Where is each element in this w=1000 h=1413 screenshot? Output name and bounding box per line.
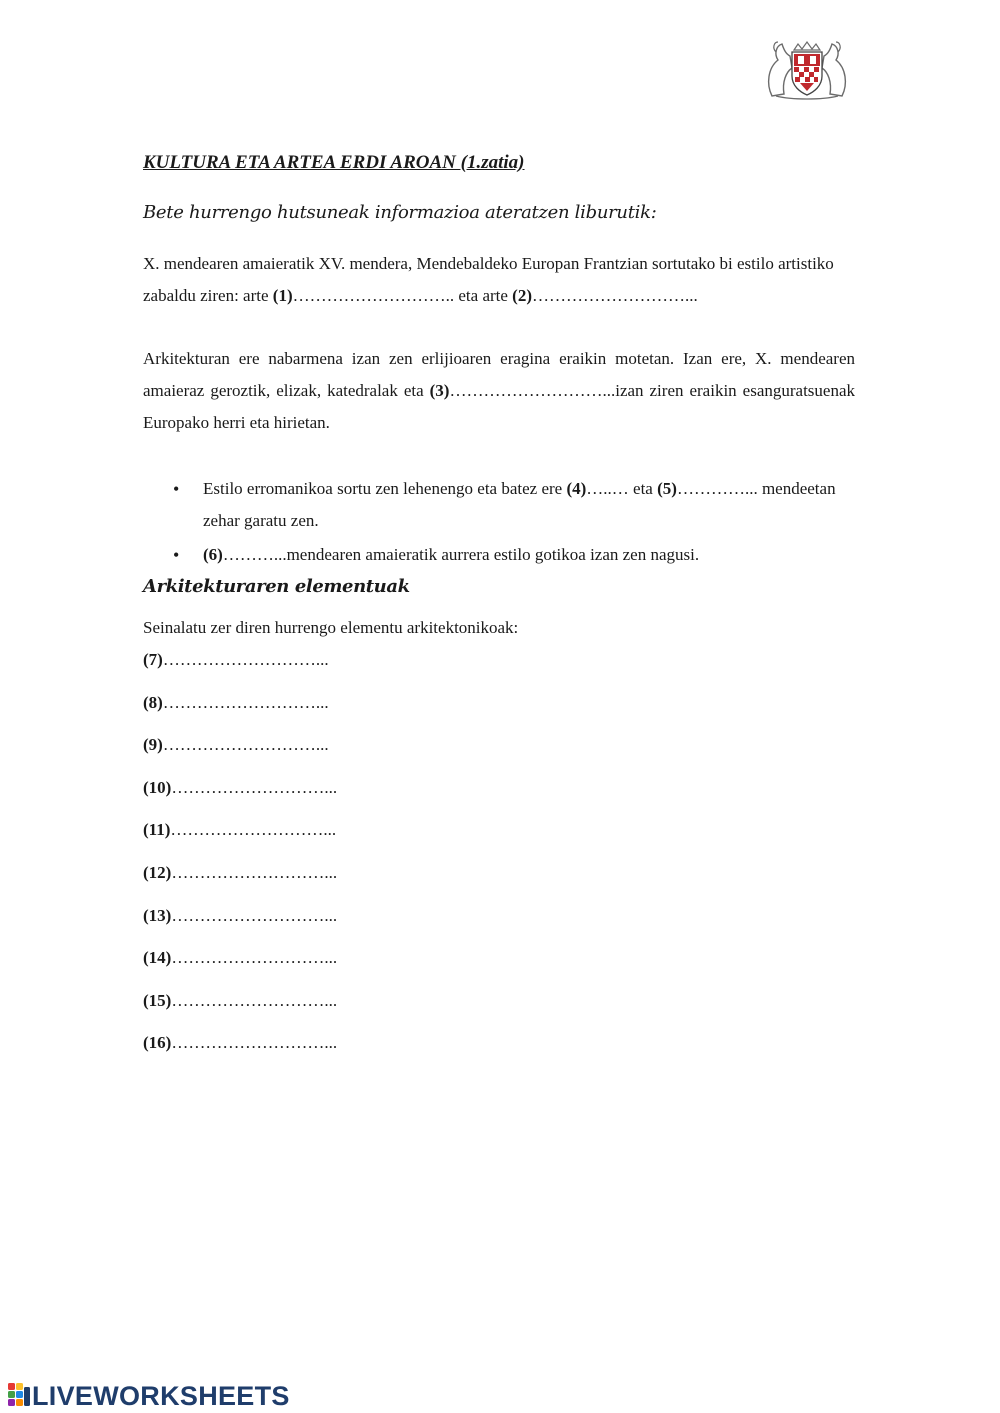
- gap-2-blank[interactable]: ………………………: [532, 286, 685, 305]
- answer-blank[interactable]: ………………………...: [162, 650, 329, 669]
- answer-list: [143, 646, 337, 1072]
- answer-label: (16): [143, 1033, 172, 1053]
- gap-5-blank[interactable]: …………...: [676, 479, 758, 498]
- answer-label: (11): [143, 820, 171, 840]
- answer-label: (15): [143, 990, 172, 1010]
- answer-blank[interactable]: ………………………...: [170, 820, 337, 840]
- gap-4-blank[interactable]: …..… eta: [586, 479, 658, 498]
- answer-blank[interactable]: ………………………...: [171, 1033, 338, 1053]
- answer-item-16: [143, 1029, 337, 1072]
- paragraph-2-text-b: ..izan ziren eraikin esanguratsuenak Europako herri eta hirietan.: [143, 381, 855, 432]
- bullet-1-text-a: Estilo erromanikoa sortu zen lehenengo eta batez ere: [203, 479, 567, 498]
- answer-blank[interactable]: ………………………...: [162, 735, 329, 755]
- answer-item-7: [143, 646, 337, 689]
- gap-5-label: (5): [657, 479, 677, 498]
- answer-blank[interactable]: ………………………...: [162, 692, 329, 712]
- bullet-list: [143, 473, 855, 571]
- gap-6-blank[interactable]: ………..: [222, 545, 283, 564]
- bullet-item-1: [143, 473, 855, 537]
- answer-blank[interactable]: ………………………...: [171, 905, 338, 925]
- answer-item-10: [143, 774, 337, 817]
- answer-item-8: [143, 689, 337, 732]
- answer-label: (10): [143, 777, 172, 797]
- answer-blank[interactable]: ………………………...: [171, 862, 338, 882]
- gap-1-blank[interactable]: ……………………….: [292, 286, 450, 305]
- answer-item-15: [143, 987, 337, 1030]
- gap-3-label: (3): [429, 381, 450, 400]
- bullet-item-2: [143, 539, 855, 571]
- paragraph-1-text-b: . eta arte: [449, 286, 513, 305]
- answer-blank[interactable]: ………………………...: [171, 990, 338, 1010]
- gap-4-label: (4): [566, 479, 587, 498]
- paragraph-2: [143, 343, 855, 439]
- gap-1-label: (1): [272, 286, 293, 305]
- answer-item-11: [143, 816, 337, 859]
- section-heading: Arkitekturaren elementuak: [143, 576, 410, 597]
- paragraph-1-text-a: X. mendearen amaieratik XV. mendera, Mendebaldeko Europan Frantzian sortutako bi estilo artistiko zabaldu ziren: arte: [143, 254, 834, 305]
- coat-of-arms-icon: [762, 38, 852, 100]
- answer-item-13: [143, 902, 337, 945]
- answer-blank[interactable]: ………………………...: [171, 777, 338, 797]
- paragraph-1-text-c: ...: [685, 286, 698, 305]
- bullet-2-text: .mendearen amaieratik aurrera estilo gotikoa izan zen nagusi.: [282, 545, 700, 564]
- liveworksheets-logo-icon: [8, 1383, 32, 1409]
- worksheet-title: KULTURA ETA ARTEA ERDI AROAN (1.zatia): [143, 152, 525, 173]
- answer-blank[interactable]: ………………………...: [171, 948, 338, 968]
- instruction-text: Seinalatu zer diren hurrengo elementu arkitektonikoak:: [143, 618, 519, 637]
- gap-6-label: (6): [203, 545, 223, 564]
- answer-label: (12): [143, 862, 172, 882]
- paragraph-2-text-a: Arkitekturan ere nabarmena izan zen erlijioaren eragina eraikin motetan. Izan ere, X. mendearen amaieraz geroztik, elizak, katedralak eta: [143, 349, 855, 400]
- gap-3-blank[interactable]: ……………………….: [449, 381, 607, 400]
- answer-item-9: [143, 731, 337, 774]
- answer-label: (9): [143, 735, 163, 755]
- answer-label: (7): [143, 650, 163, 669]
- answer-item-12: [143, 859, 337, 902]
- gap-2-label: (2): [512, 286, 532, 305]
- liveworksheets-logo-text: LIVEWORKSHEETS: [32, 1380, 290, 1411]
- answer-label: (14): [143, 948, 172, 968]
- answer-label: (8): [143, 692, 163, 712]
- liveworksheets-logo[interactable]: [8, 1381, 290, 1411]
- answer-label: (13): [143, 905, 172, 925]
- paragraph-1: [143, 248, 855, 312]
- bullet-1-text-b: mendeetan zehar garatu zen.: [203, 479, 836, 530]
- answer-item-14: [143, 944, 337, 987]
- worksheet-subtitle: Bete hurrengo hutsuneak informazioa ateratzen liburutik:: [143, 202, 657, 223]
